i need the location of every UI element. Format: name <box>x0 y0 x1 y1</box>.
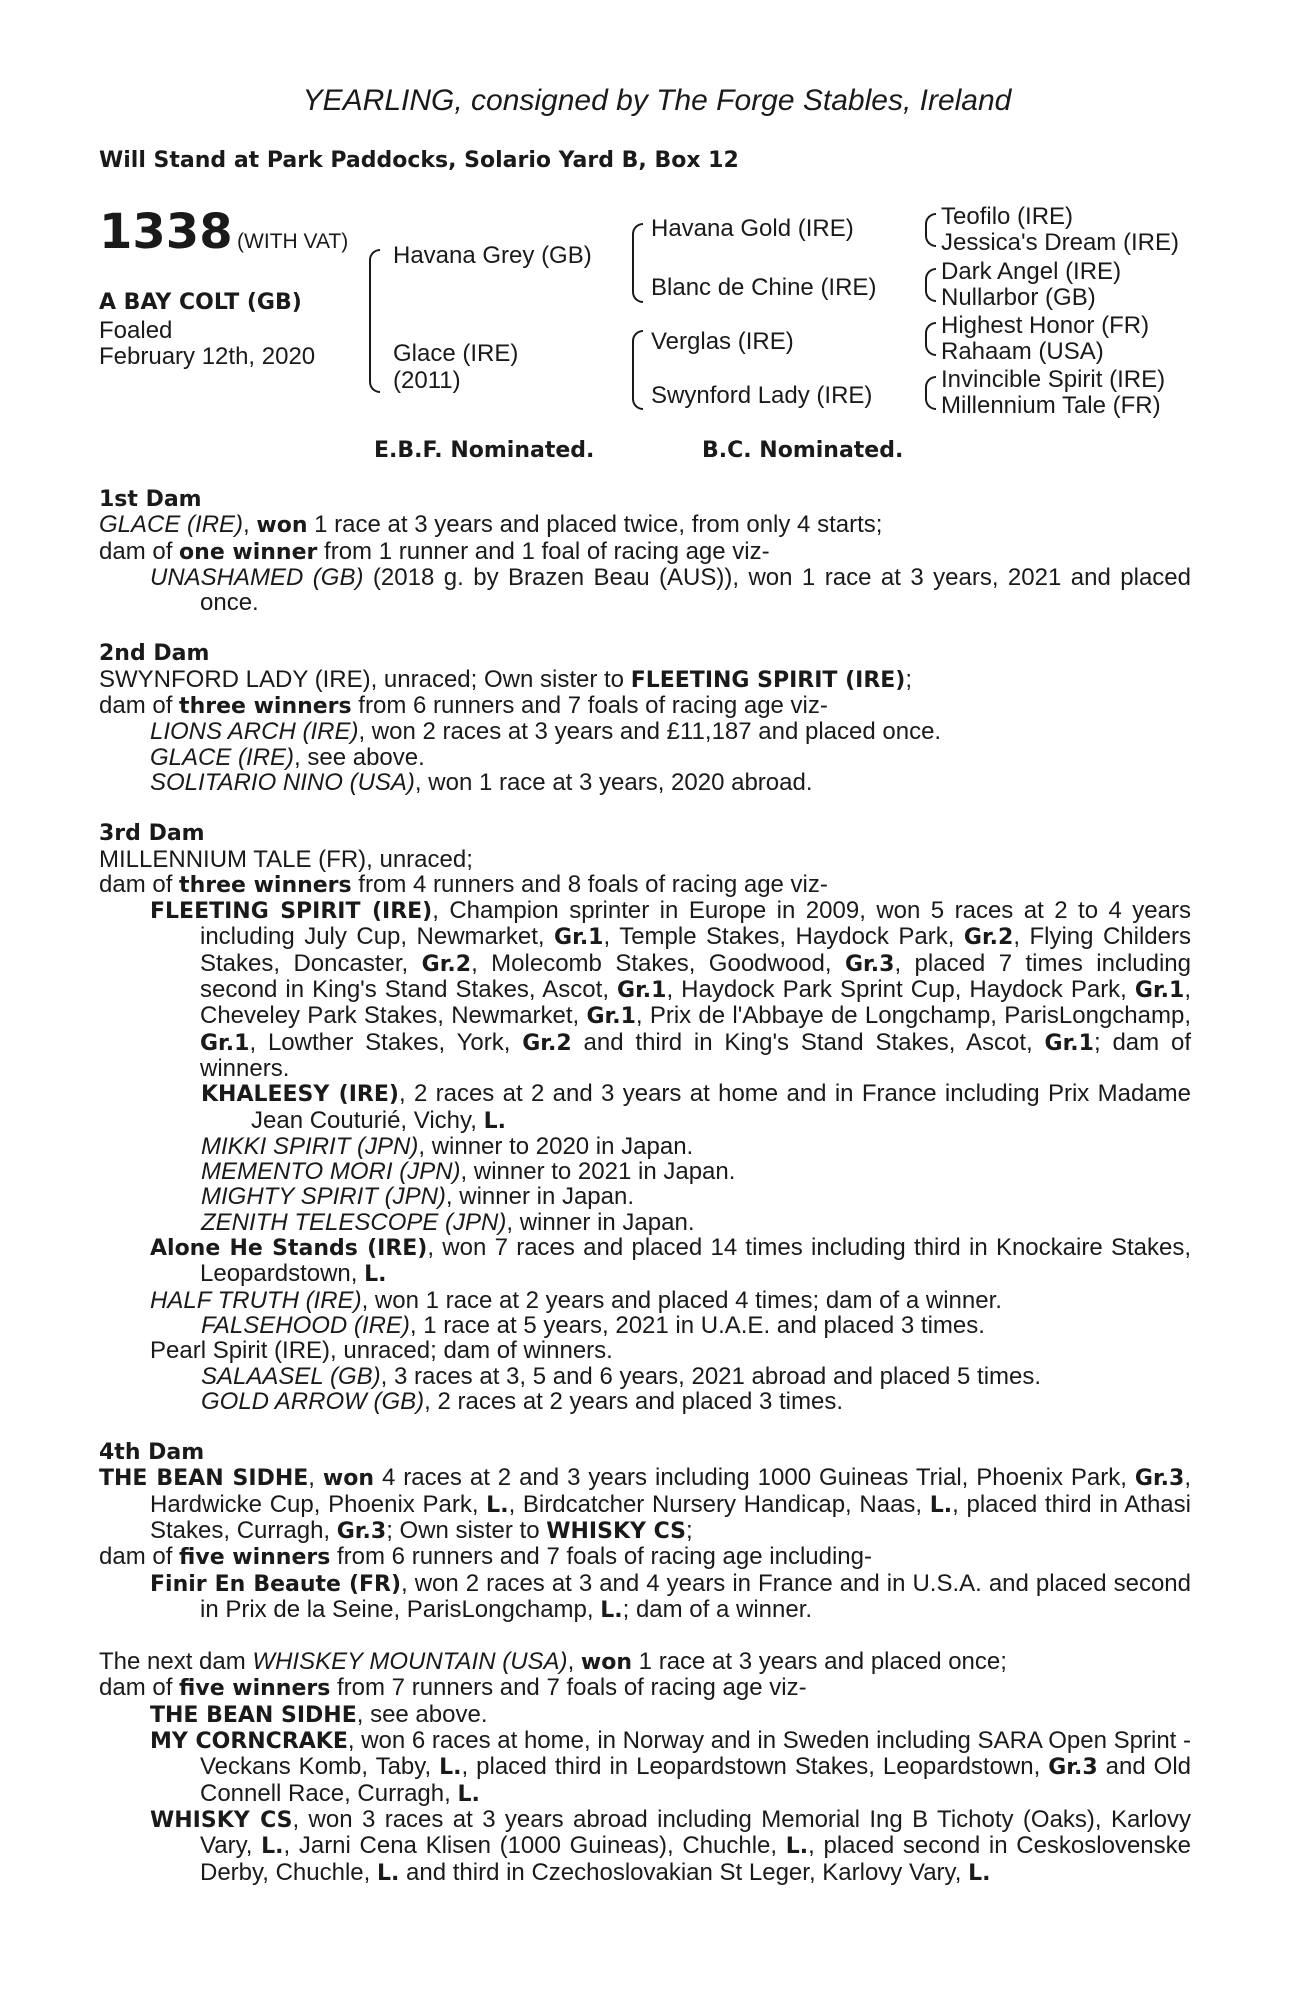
fourth-dam-produce: dam of five winners from 6 runners and 7 foals of racing age including- <box>99 1543 872 1571</box>
brace-dam <box>632 330 643 410</box>
dam-sire: Verglas (IRE) <box>651 328 794 355</box>
offspring-salaasel: SALAASEL (GB), 3 races at 3, 5 and 6 years, 2021 abroad and placed 5 times. <box>201 1362 1042 1390</box>
bc-nominated: B.C. Nominated. <box>702 438 904 463</box>
gen3-6: Rahaam (USA) <box>941 338 1104 365</box>
offspring-falsehood: FALSEHOOD (IRE), 1 race at 5 years, 2021 in U.A.E. and placed 3 times. <box>201 1311 985 1339</box>
brace-sire <box>632 223 643 303</box>
foaled-label: Foaled <box>99 317 173 344</box>
offspring-lions-arch: LIONS ARCH (IRE), won 2 races at 3 years and £11,187 and placed once. <box>150 718 942 746</box>
sire-name: Havana Grey (GB) <box>393 242 592 269</box>
offspring-pearl-spirit: Pearl Spirit (IRE), unraced; dam of winners. <box>150 1337 613 1365</box>
stand-location: Will Stand at Park Paddocks, Solario Yard B, Box 12 <box>99 148 739 173</box>
gen3-7: Invincible Spirit (IRE) <box>941 366 1166 393</box>
gen3-1: Teofilo (IRE) <box>941 203 1074 230</box>
sire-sire: Havana Gold (IRE) <box>651 215 854 242</box>
third-dam-produce: dam of three winners from 4 runners and 8 foals of racing age viz- <box>99 870 828 898</box>
brace-g3-1 <box>925 213 936 247</box>
offspring-khaleesy: KHALEESY (IRE), 2 races at 2 and 3 years at home and in France including Prix Madame Jean Couturié, Vichy, L. <box>201 1080 1192 1134</box>
offspring-fleeting-spirit: FLEETING SPIRIT (IRE), Champion sprinter in Europe in 2009, won 5 races at 2 to 4 years including July Cup, Newmarket, Gr.1, Temple Stakes, Haydock Park, Gr.2, Flying Childers Stakes, Doncaster, Gr.2, Molecomb Stakes, Goodwood, Gr.3, placed 7 times including second in King's Stand Stakes, Ascot, Gr.1, Haydock Park Sprint Cup, Haydock Park, Gr.1, Cheveley Park Stakes, Newmarket, Gr.1, Prix de l'Abbaye de Longchamp, ParisLongchamp, Gr.1, Lowther Stakes, York, Gr.2 and third in King's Stand Stakes, Ascot, Gr.1; dam of winners. <box>150 897 1192 1082</box>
horse-description: A BAY COLT (GB) <box>99 290 302 315</box>
second-dam-produce: dam of three winners from 6 runners and 7 foals of racing age viz- <box>99 692 828 720</box>
gen3-8: Millennium Tale (FR) <box>941 392 1161 419</box>
first-dam-line: GLACE (IRE), won 1 race at 3 years and placed twice, from only 4 starts; <box>99 511 883 539</box>
offspring-mighty-spirit: MIGHTY SPIRIT (JPN), winner in Japan. <box>201 1183 635 1211</box>
fourth-dam-line: THE BEAN SIDHE, won 4 races at 2 and 3 years including 1000 Guineas Trial, Phoenix Park, Gr.3, Hardwicke Cup, Phoenix Park, L., Birdcatcher Nursery Handicap, Naas, L., placed third in Athasi Stakes, Curragh, Gr.3; Own sister to WHISKY CS; <box>99 1464 1191 1544</box>
offspring-memento-mori: MEMENTO MORI (JPN), winner to 2021 in Japan. <box>201 1158 736 1186</box>
gen3-4: Nullarbor (GB) <box>941 284 1096 311</box>
offspring-finir-en-beaute: Finir En Beaute (FR), won 2 races at 3 and 4 years in France and in U.S.A. and placed second in Prix de la Seine, ParisLongchamp, L.; dam of a winner. <box>150 1569 1191 1623</box>
brace-g3-2 <box>925 268 936 302</box>
dam-name: Glace (IRE) <box>393 340 519 367</box>
first-dam-offspring-unashamed: UNASHAMED (GB) (2018 g. by Brazen Beau (AUS)), won 1 race at 3 years, 2021 and placed once. <box>150 563 1191 617</box>
fourth-dam-heading: 4th Dam <box>99 1440 205 1466</box>
vat-note: (WITH VAT) <box>237 230 349 253</box>
ebf-nominated: E.B.F. Nominated. <box>374 438 595 463</box>
offspring-glace: GLACE (IRE), see above. <box>150 743 425 771</box>
sire-dam: Blanc de Chine (IRE) <box>651 274 877 301</box>
brace-g3-3 <box>925 322 936 356</box>
offspring-half-truth: HALF TRUTH (IRE), won 1 race at 2 years and placed 4 times; dam of a winner. <box>150 1286 1002 1314</box>
offspring-my-corncrake: MY CORNCRAKE, won 6 races at home, in Norway and in Sweden including SARA Open Sprint - Veckans Komb, Taby, L., placed third in Leopardstown Stakes, Leopardstown, Gr.3 and Old Connell Race, Curragh, L. <box>150 1727 1191 1807</box>
offspring-mikki-spirit: MIKKI SPIRIT (JPN), winner to 2020 in Japan. <box>201 1132 694 1160</box>
first-dam-produce: dam of one winner from 1 runner and 1 foal of racing age viz- <box>99 537 770 565</box>
gen3-3: Dark Angel (IRE) <box>941 258 1122 285</box>
offspring-the-bean-sidhe: THE BEAN SIDHE, see above. <box>150 1700 488 1728</box>
third-dam-line: MILLENNIUM TALE (FR), unraced; <box>99 845 473 873</box>
page-title: YEARLING, consigned by The Forge Stables, Ireland <box>302 84 1012 117</box>
offspring-whisky-cs: WHISKY CS, won 3 races at 3 years abroad including Memorial Ing B Tichoty (Oaks), Karlovy Vary, L., Jarni Cena Klisen (1000 Guineas), Chuchle, L., placed second in Ceskoslovenske Derby, Chuchle, L. and third in Czechoslovakian St Leger, Karlovy Vary, L. <box>150 1805 1192 1886</box>
lot-number: 1338 <box>99 204 233 260</box>
gen3-5: Highest Honor (FR) <box>941 312 1150 339</box>
offspring-alone-he-stands: Alone He Stands (IRE), won 7 races and placed 14 times including third in Knockaire Stakes, Leopardstown, L. <box>150 1234 1191 1288</box>
brace-gen1 <box>369 249 380 393</box>
gen3-2: Jessica's Dream (IRE) <box>941 229 1179 256</box>
third-dam-heading: 3rd Dam <box>99 821 205 847</box>
catalogue-body <box>99 487 1191 1886</box>
offspring-zenith-telescope: ZENITH TELESCOPE (JPN), winner in Japan. <box>201 1208 695 1236</box>
second-dam-line: SWYNFORD LADY (IRE), unraced; Own sister to FLEETING SPIRIT (IRE); <box>99 665 913 693</box>
next-dam-produce: dam of five winners from 7 runners and 7 foals of racing age viz- <box>99 1674 807 1702</box>
lot-number-line <box>99 206 348 258</box>
dam-dam: Swynford Lady (IRE) <box>651 382 873 409</box>
first-dam-heading: 1st Dam <box>99 487 202 512</box>
next-dam-line: The next dam WHISKEY MOUNTAIN (USA), won 1 race at 3 years and placed once; <box>99 1648 1007 1676</box>
second-dam-heading: 2nd Dam <box>99 641 210 667</box>
foaled-date: February 12th, 2020 <box>99 343 316 370</box>
dam-year: (2011) <box>393 367 461 394</box>
brace-g3-4 <box>925 376 936 410</box>
offspring-gold-arrow: GOLD ARROW (GB), 2 races at 2 years and placed 3 times. <box>201 1387 844 1415</box>
offspring-solitario-nino: SOLITARIO NINO (USA), won 1 race at 3 years, 2020 abroad. <box>150 768 813 796</box>
